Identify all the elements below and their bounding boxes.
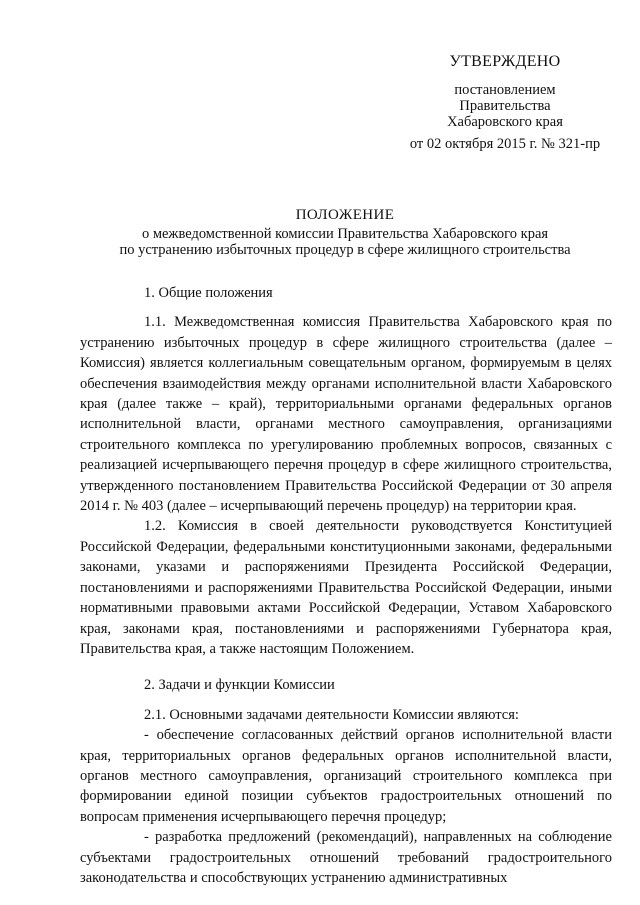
paragraph-1-2: 1.2. Комиссия в своей деятельности руководствуется Конституцией Российской Федерации, федеральными конституционными законами, федеральными законами, указами и распоряжениями Президента Российской Федерации, постановлениями и распоряжениями Правительства Российской Федерации, иными нормативными правовыми актами Российской Федерации, Уставом Хабаровского края, законами края, постановлениями и распоряжениями Губернатора края, Правительства края, а также настоящим Положением.: [80, 518, 612, 657]
approval-date: от 02 октября 2015 г. № 321-пр: [409, 136, 601, 152]
approval-line-resolution: постановлением: [454, 82, 556, 98]
document-subtitle-line-1: о межведомственной комиссии Правительства Хабаровского края: [141, 226, 549, 242]
paragraph-1-1: 1.1. Межведомственная комиссия Правительства Хабаровского края по устранению избыточных процедур в сфере жилищного строительства (далее – Комиссия) является коллегиальным совещательным органом, формируемым в целях обеспечения взаимодействия между органами исполнительной власти Хабаровского края (далее также – край), территориальными органами федеральных органов исполнительной власти, органами местного самоуправления, организациями строительного комплекса по урегулированию проблемных вопросов, связанных с реализацией исчерпывающего перечня процедур в сфере жилищного строительства, утвержденного постановлением Правительства Российской Федерации от 30 апреля 2014 г. № 403 (далее – исчерпывающий перечень процедур) на территории края.: [80, 314, 612, 515]
document-subtitle-line-2: по устранению избыточных процедур в сфере жилищного строительства: [119, 242, 571, 258]
bullet-item: - разработка предложений (рекомендаций), направленных на соблюдение субъектами градостроительных отношений требований градостроительного законодательства и способствующих устранению административных: [80, 829, 612, 886]
document-header: [80, 206, 610, 258]
section-2-heading: 2. Задачи и функции Комиссии: [144, 677, 335, 694]
approval-line-region: Хабаровского края: [447, 114, 563, 130]
paragraph-2-1: 2.1. Основными задачами деятельности Комиссии являются:: [144, 706, 519, 723]
approval-line-government: Правительства: [459, 98, 551, 114]
bullet-item: - обеспечение согласованных действий органов исполнительной власти края, территориальных органов федеральных органов исполнительной власти, органов местного самоуправления, организаций строительного комплекса при формировании единой позиции субъектов градостроительных отношений по вопросам применения исчерпывающего перечня процедур;: [80, 727, 612, 825]
approval-stamp: [400, 52, 610, 152]
document-title: ПОЛОЖЕНИЕ: [295, 207, 395, 223]
approved-label: УТВЕРЖДЕНО: [449, 53, 561, 70]
document-body: [80, 283, 612, 888]
section-1-heading: 1. Общие положения: [144, 285, 273, 301]
